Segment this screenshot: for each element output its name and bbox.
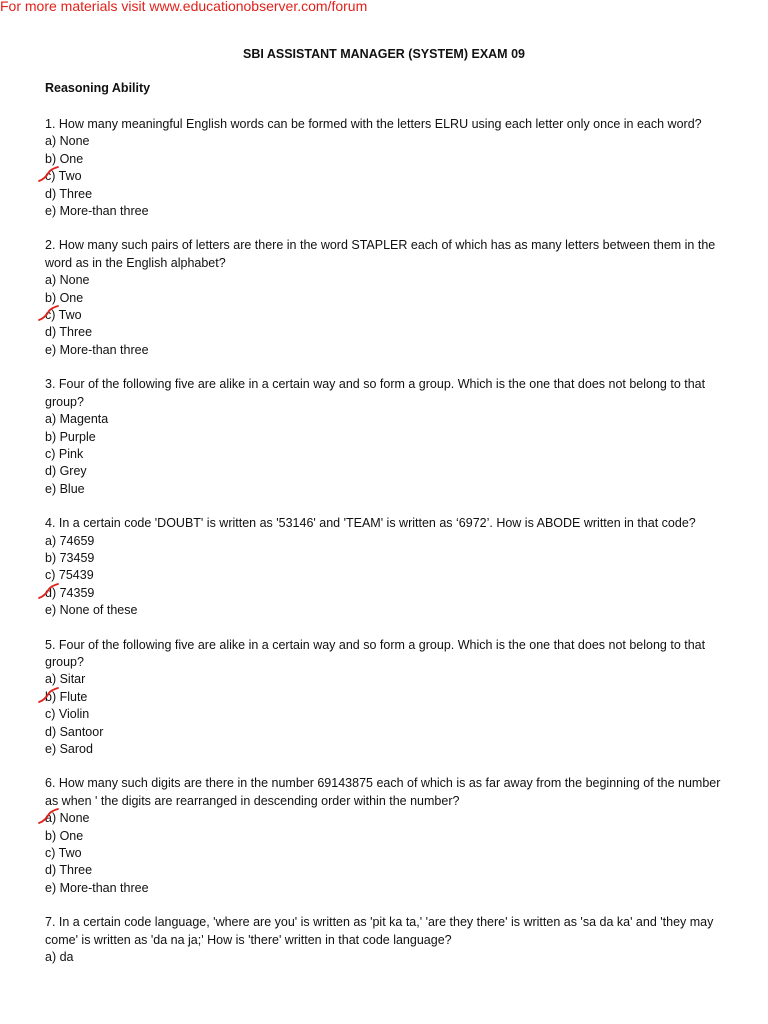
answer-option-label: c) Pink xyxy=(45,446,84,461)
answer-option xyxy=(45,602,735,619)
question-block xyxy=(45,376,735,498)
answer-option-label: a) Sitar xyxy=(45,672,86,687)
answer-option xyxy=(45,533,735,550)
question-text: 2. How many such pairs of letters are there in the word STAPLER each of which has as many letters between them in the word as in the English alphabet? xyxy=(45,238,716,270)
answer-option-label: c) Two xyxy=(45,846,82,861)
answer-option xyxy=(45,463,735,480)
answer-option xyxy=(45,706,735,723)
answer-option xyxy=(45,342,735,359)
question-list xyxy=(45,116,735,983)
question-block xyxy=(45,775,735,897)
question-text: 6. How many such digits are there in the number 69143875 each of which is as far away from the beginning of the number as when ' the digits are rearranged in descending order within the number? xyxy=(45,776,721,808)
question-block xyxy=(45,637,735,759)
answer-option xyxy=(45,324,735,341)
answer-option xyxy=(45,949,735,966)
answer-option xyxy=(45,168,735,185)
answer-option xyxy=(45,585,735,602)
answer-option-label: e) Blue xyxy=(45,481,85,496)
answer-option xyxy=(45,567,735,584)
question-block xyxy=(45,237,735,359)
question-block xyxy=(45,914,735,966)
answer-option-label: c) Violin xyxy=(45,707,90,722)
answer-option-label: b) One xyxy=(45,828,84,843)
answer-tick-mark-icon xyxy=(37,305,61,325)
answer-option xyxy=(45,828,735,845)
answer-option xyxy=(45,446,735,463)
answer-option-label: e) Sarod xyxy=(45,742,93,756)
section-heading: Reasoning Ability xyxy=(45,81,151,95)
answer-option-label: b) Purple xyxy=(45,429,96,444)
answer-tick-mark-icon xyxy=(37,808,61,828)
answer-option-label: d) Three xyxy=(45,186,93,201)
answer-option xyxy=(45,133,735,150)
answer-option xyxy=(45,307,735,324)
answer-option-label: b) One xyxy=(45,151,84,166)
answer-option xyxy=(45,186,735,203)
answer-option-label: a) da xyxy=(45,950,74,965)
forum-link-banner[interactable]: For more materials visit www.educationobserver.com/forum xyxy=(0,0,368,14)
answer-tick-mark-icon xyxy=(37,166,61,186)
answer-option-label: b) Flute xyxy=(45,689,88,704)
answer-option-label: c) 75439 xyxy=(45,568,94,583)
answer-option-label: c) Two xyxy=(45,308,82,323)
question-block xyxy=(45,116,735,220)
answer-option xyxy=(45,272,735,289)
answer-option-label: d) Three xyxy=(45,863,93,878)
answer-option-label: d) 74359 xyxy=(45,585,95,600)
answer-option-label: a) None xyxy=(45,273,90,288)
answer-option xyxy=(45,290,735,307)
answer-option-label: a) None xyxy=(45,134,90,149)
answer-option xyxy=(45,724,735,741)
question-text: 3. Four of the following five are alike in a certain way and so form a group. Which is the one that does not belong to that group? xyxy=(45,377,706,409)
answer-option xyxy=(45,151,735,168)
answer-option-label: d) Grey xyxy=(45,464,87,479)
answer-option-label: e) More-than three xyxy=(45,880,149,895)
answer-option xyxy=(45,429,735,446)
answer-option xyxy=(45,550,735,567)
answer-tick-mark-icon xyxy=(37,583,61,603)
answer-option-label: a) None xyxy=(45,811,90,826)
answer-option xyxy=(45,203,735,220)
answer-option xyxy=(45,741,735,758)
question-block xyxy=(45,515,735,619)
answer-option-label: a) Magenta xyxy=(45,412,109,427)
answer-option-label: b) One xyxy=(45,290,84,305)
answer-option xyxy=(45,845,735,862)
answer-option xyxy=(45,880,735,897)
question-text: 4. In a certain code 'DOUBT' is written as '53146' and 'TEAM' is written as ‘6972’. How is ABODE written in that code? xyxy=(45,516,696,531)
answer-option xyxy=(45,481,735,498)
answer-tick-mark-icon xyxy=(37,687,61,707)
question-text: 5. Four of the following five are alike in a certain way and so form a group. Which is the one that does not belong to that group? xyxy=(45,637,706,669)
answer-option-label: c) Two xyxy=(45,169,82,184)
answer-option-label: e) More-than three xyxy=(45,204,149,219)
question-text: 1. How many meaningful English words can be formed with the letters ELRU using each letter only once in each word? xyxy=(45,117,702,131)
answer-option xyxy=(45,810,735,827)
exam-title: SBI ASSISTANT MANAGER (SYSTEM) EXAM 09 xyxy=(243,47,525,61)
answer-option-label: d) Three xyxy=(45,325,93,340)
answer-option-label: e) More-than three xyxy=(45,342,149,357)
answer-option-label: e) None of these xyxy=(45,603,138,618)
answer-option xyxy=(45,862,735,879)
answer-option xyxy=(45,671,735,688)
question-text: 7. In a certain code language, 'where are you' is written as 'pit ka ta,' 'are they there' is written as 'sa da ka' and 'they may come' is written as 'da na ja;' How is 'there' written in that code language? xyxy=(45,915,714,947)
answer-option-label: d) Santoor xyxy=(45,724,104,739)
answer-option-label: b) 73459 xyxy=(45,550,95,565)
answer-option xyxy=(45,689,735,706)
answer-option-label: a) 74659 xyxy=(45,533,95,548)
answer-option xyxy=(45,411,735,428)
